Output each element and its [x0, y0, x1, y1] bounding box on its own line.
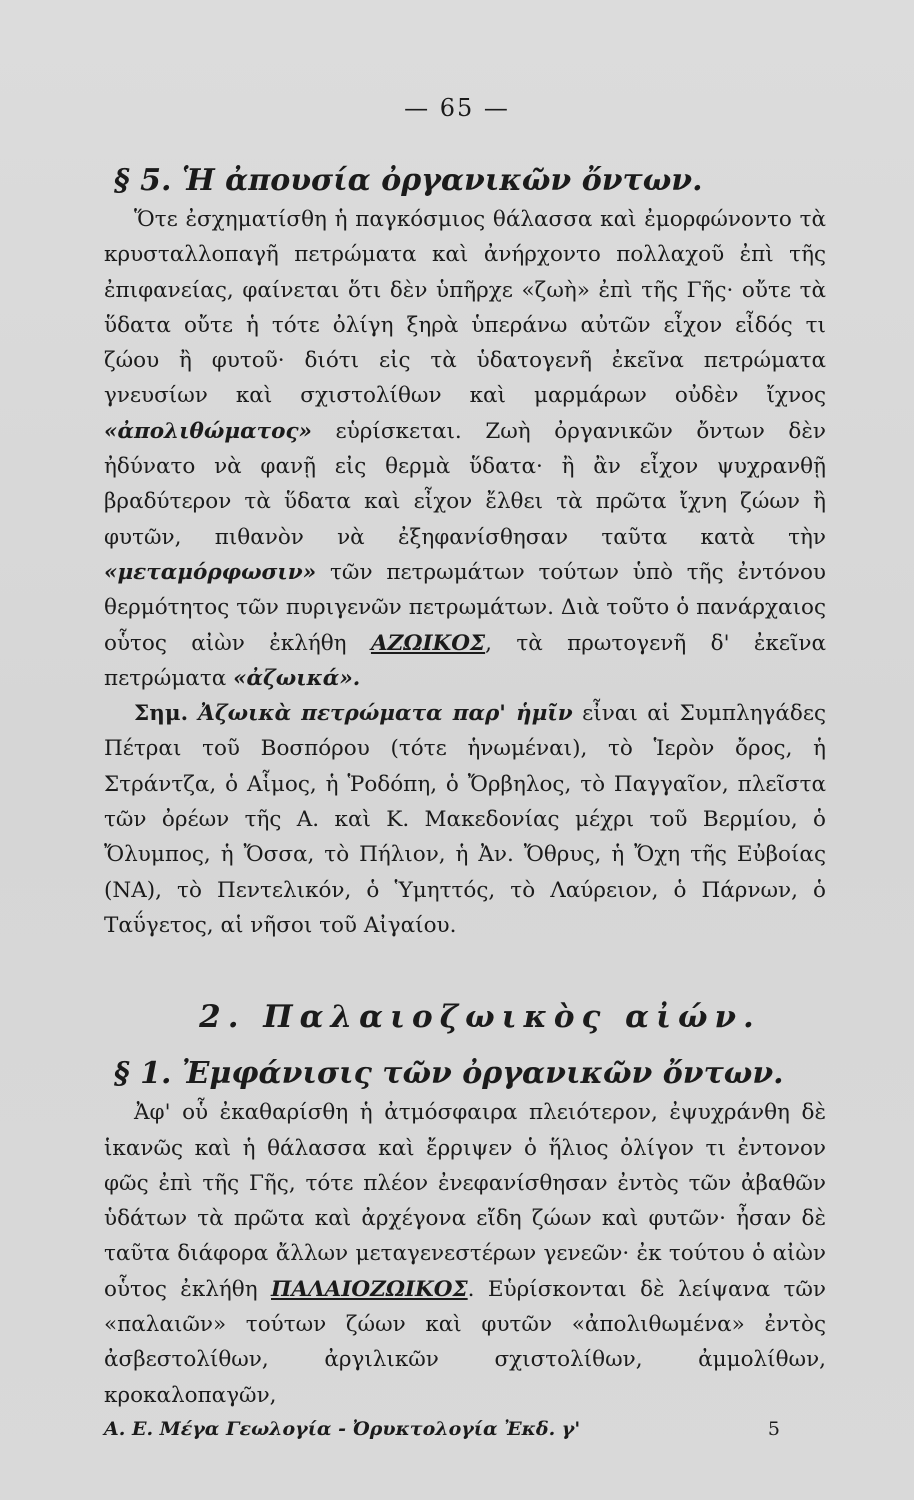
- term-caps: ΑΖΩΙΚΟΣ: [370, 630, 486, 656]
- emphasis: «μεταμόρφωσιν»: [104, 559, 317, 585]
- text-column: [104, 160, 826, 1413]
- chapter-title: 2. Παλαιοζωικὸς αἰών.: [199, 999, 761, 1036]
- note-paragraph: [104, 696, 826, 943]
- paragraph: [104, 1095, 826, 1413]
- paragraph: [104, 202, 826, 696]
- paragraph-text: Ἀφ' οὗ ἐκαθαρίσθη ἡ ἀτμόσφαιρα πλειότερον, ἐψυχράνθη δὲ ἱκανῶς καὶ ἡ θάλασσα καὶ ἔρριψεν ὁ ἥλιος ὀλίγον τι ἐντονον φῶς ἐπὶ τῆς Γῆς, τότε πλέον ἐνεφανίσθησαν ἐντὸς τῶν ἀβαθῶν ὑδάτων τὰ πρῶτα καὶ ἀρχέγονα εἴδη ζώων καὶ φυτῶν· ἦσαν δὲ ταῦτα διάφορα ἄλλων μεταγενεστέρων γενεῶν· ἐκ τούτου ὁ αἰὼν οὗτος ἐκλήθη: [104, 1100, 826, 1302]
- section-heading: § 1. Ἐμφάνισις τῶν ὀργανικῶν ὄντων.: [114, 1056, 784, 1092]
- section-heading: § 5. Ἡ ἀπουσία ὀργανικῶν ὄντων.: [114, 163, 703, 198]
- signature-mark: 5: [767, 1418, 780, 1440]
- note-italic: Ἀζωικὰ πετρώματα παρ' ἡμῖν: [188, 701, 573, 727]
- paragraph-text: τῶν πετρωμάτων τούτων ὑπὸ τῆς ἐντόνου θερμότητος τῶν πυριγενῶν πετρωμάτων. Διὰ τοῦτο ὁ πανάρχαιος οὗτος αἰὼν ἐκλήθη: [104, 559, 826, 656]
- footer-citation: Α. Ε. Μέγα Γεωλογία - Ὀρυκτολογία Ἐκδ. γ': [104, 1418, 581, 1440]
- emphasis: «ἀζωικά».: [233, 665, 361, 691]
- page-footer: [104, 1418, 826, 1440]
- note-text: εἶναι αἱ Συμπληγάδες Πέτραι τοῦ Βοσπόρου (τότε ἡνωμέναι), τὸ Ἱερὸν ὄρος, ἡ Στράντζα, ὁ Αἷμος, ἡ Ῥοδόπη, ὁ Ὄρβηλος, τὸ Παγγαῖον, πλεῖστα τῶν ὀρέων τῆς Α. καὶ Κ. Μακεδονίας μέχρι τοῦ Βερμίου, ὁ Ὄλυμπος, ἡ Ὄσσα, τὸ Πήλιον, ἡ Ἀν. Ὄθρυς, ἡ Ὄχη τῆς Εὐβοίας (ΝΑ), τὸ Πεντελικόν, ὁ Ὑμηττός, τὸ Λαύρειον, ὁ Πάρνων, ὁ Ταΰγετος, αἱ νῆσοι τοῦ Αἰγαίου.: [104, 701, 827, 938]
- paragraph-text: εὑρίσκεται. Ζωὴ ὀργανικῶν ὄντων δὲν ἠδύνατο νὰ φανῇ εἰς θερμὰ ὕδατα· ἢ ἂν εἶχον ψυχρανθῇ βραδύτερον τὰ ὕδατα καὶ εἶχον ἔλθει τὰ πρῶτα ἴχνη ζώων ἢ φυτῶν, πιθανὸν νὰ ἐξηφανίσθησαν ταῦτα κατὰ τὴν: [104, 418, 826, 550]
- term-caps: ΠΑΛΑΙΟΖΩΙΚΟΣ: [271, 1276, 468, 1302]
- paragraph-text: . Εὑρίσκονται δὲ λείψανα τῶν «παλαιῶν» τούτων ζώων καὶ φυτῶν «ἀπολιθωμένα» ἐντὸς ἀσβεστολίθων, ἀργιλικῶν σχιστολίθων, ἀμμολίθων, κροκαλοπαγῶν,: [104, 1276, 827, 1408]
- note-label: Σημ.: [134, 701, 189, 727]
- paragraph-text: , τὰ πρωτογενῆ δ' ἐκεῖνα πετρώματα: [104, 630, 826, 691]
- page-number: — 65 —: [404, 94, 510, 122]
- emphasis: «ἀπολιθώματος»: [104, 418, 312, 444]
- paragraph-text: Ὅτε ἐσχηματίσθη ἡ παγκόσμιος θάλασσα καὶ ἐμορφώνοντο τὰ κρυσταλλοπαγῆ πετρώματα καὶ ἀνήρχοντο πολλαχοῦ ἐπὶ τῆς ἐπιφανείας, φαίνεται ὅτι δὲν ὑπῆρχε «ζωὴ» ἐπὶ τῆς Γῆς· οὔτε τὰ ὕδατα οὔτε ἡ τότε ὀλίγη ξηρὰ ὑπεράνω αὐτῶν εἶχον εἶδός τι ζώου ἢ φυτοῦ· διότι εἰς τὰ ὑδατογενῆ ἐκεῖνα πετρώματα γνευσίων καὶ σχιστολίθων καὶ μαρμάρων οὐδὲν ἴχνος: [104, 207, 826, 409]
